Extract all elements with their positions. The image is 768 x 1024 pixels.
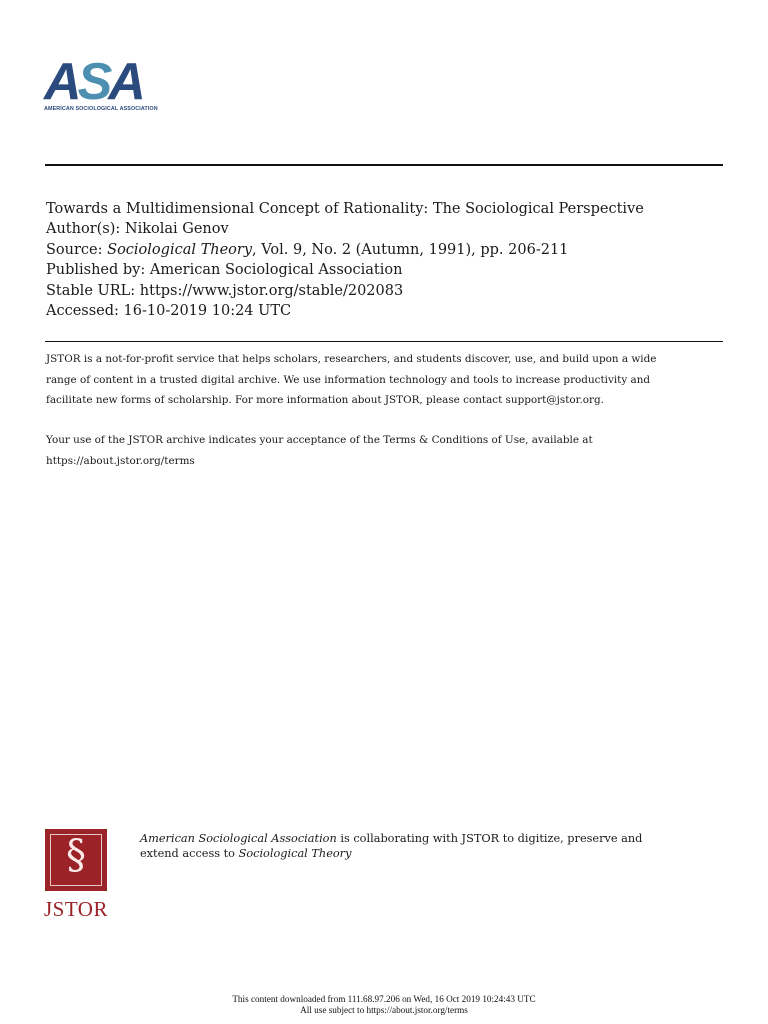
jstor-notice xyxy=(46,349,726,411)
notice-line: JSTOR is a not-for-profit service that helps scholars, researchers, and students discover, use, and build upon a wide xyxy=(46,353,657,365)
collaboration-statement xyxy=(140,832,642,861)
collab-line-1: American Sociological Association is collaborating with JSTOR to digitize, preserve and xyxy=(140,832,643,845)
article-publisher: Published by: American Sociological Association xyxy=(46,262,403,279)
notice-line: facilitate new forms of scholarship. For more information about JSTOR, please contact support@jstor.org. xyxy=(46,394,604,407)
footer-download-info: This content downloaded from 111.68.97.206 on Wed, 16 Oct 2019 10:24:43 UTC xyxy=(232,994,536,1004)
source-journal: Sociological Theory xyxy=(107,241,253,258)
article-title: Towards a Multidimensional Concept of Rationality: The Sociological Perspective xyxy=(46,201,644,217)
header-divider xyxy=(45,164,723,166)
article-metadata xyxy=(46,199,644,321)
article-authors: Author(s): Nikolai Genov xyxy=(46,221,229,238)
asa-letter-s: S xyxy=(77,53,109,111)
asa-letter-a1: A xyxy=(44,53,78,111)
article-source: Source: Sociological Theory, Vol. 9, No. 2 (Autumn, 1991), pp. 206-211 xyxy=(46,241,569,258)
article-accessed: Accessed: 16-10-2019 10:24 UTC xyxy=(46,303,292,320)
terms-link[interactable]: https://about.jstor.org/terms xyxy=(46,454,195,467)
asa-logo xyxy=(44,53,164,118)
asa-letter-a2: A xyxy=(108,53,142,111)
collab-journal: Sociological Theory xyxy=(238,846,352,860)
collab-org: American Sociological Association xyxy=(140,832,337,845)
terms-line: Your use of the JSTOR archive indicates your acceptance of the Terms & Conditions of Use, available at xyxy=(46,434,593,446)
asa-logo-tagline: AMERICAN SOCIOLOGICAL ASSOCIATION xyxy=(44,106,158,112)
article-stable-url[interactable]: Stable URL: https://www.jstor.org/stable/202083 xyxy=(46,282,404,299)
footer-terms: All use subject to https://about.jstor.org/terms xyxy=(300,1004,468,1015)
download-footer xyxy=(0,994,768,1016)
jstor-logo-glyph: § xyxy=(66,832,86,878)
metadata-divider xyxy=(45,341,723,342)
jstor-logo-icon xyxy=(45,829,107,891)
collab-line-2: extend access to Sociological Theory xyxy=(140,846,352,860)
notice-line: range of content in a trusted digital archive. We use information technology and tools to increase productivity and xyxy=(46,373,651,386)
jstor-wordmark: JSTOR xyxy=(44,897,108,921)
terms-notice xyxy=(46,430,593,471)
